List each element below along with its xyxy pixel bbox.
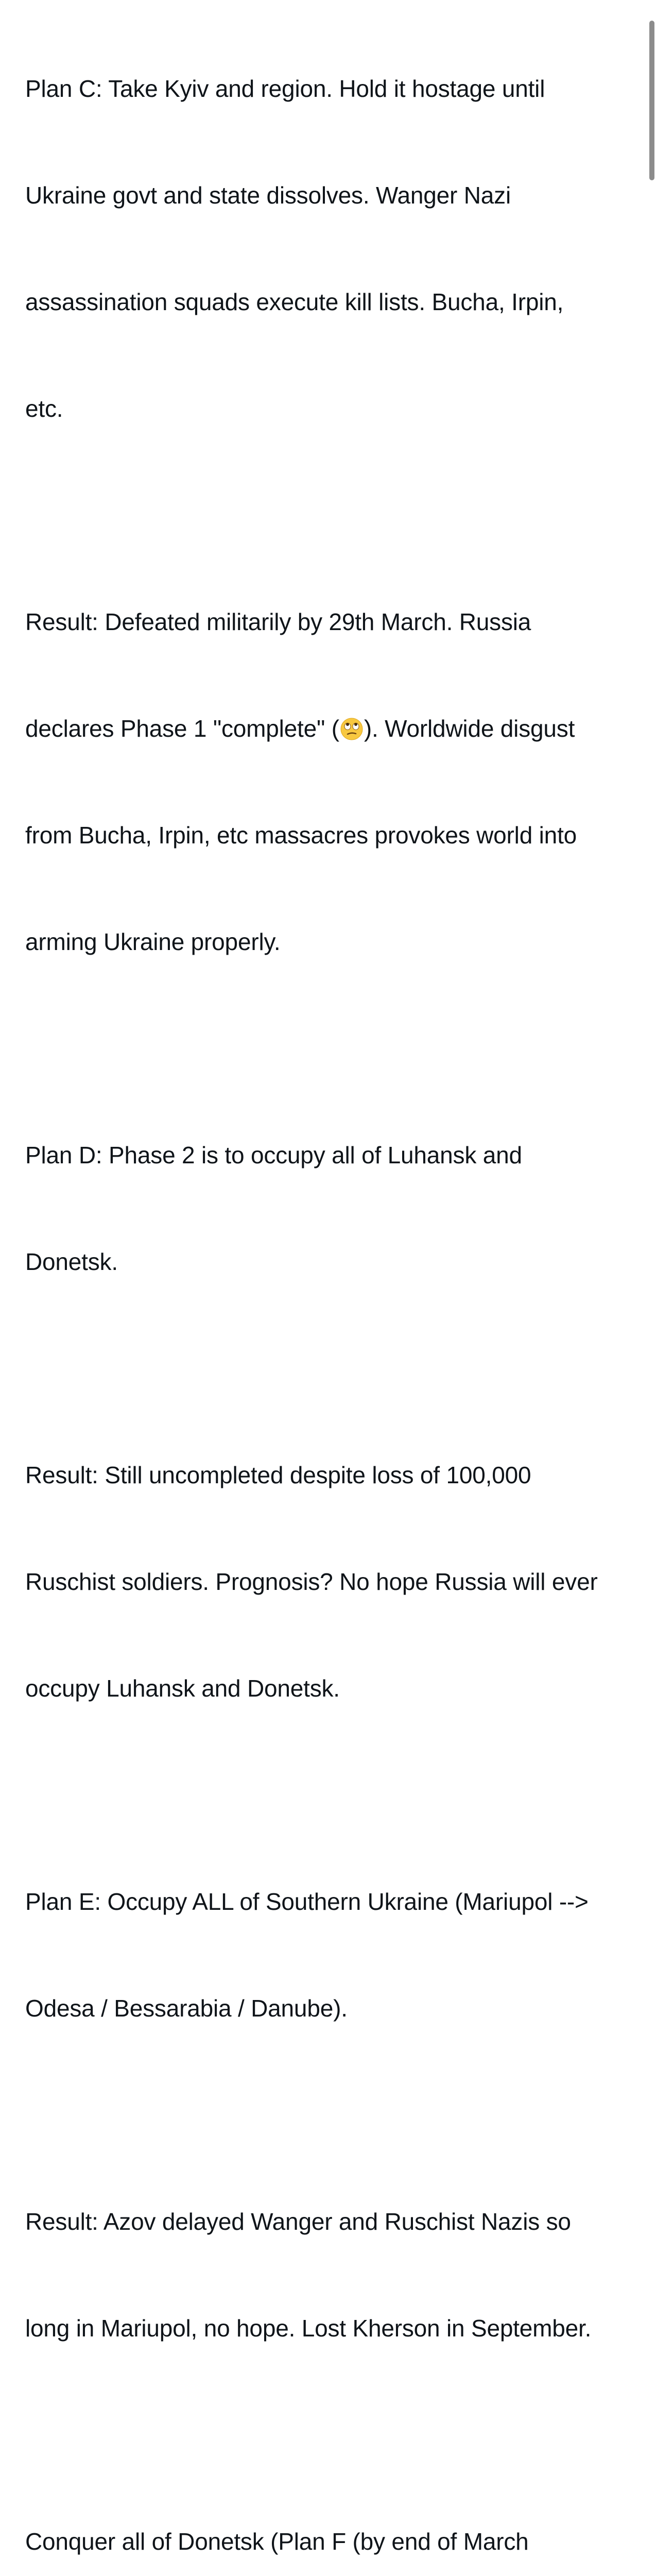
- paragraph-plan-c: [25, 0, 641, 498]
- text-line: long in Mariupol, no hope. Lost Kherson in September.: [25, 2315, 592, 2342]
- paragraph-conquer-donetsk: [25, 2453, 641, 2576]
- text-line: Plan C: Take Kyiv and region. Hold it hostage until: [25, 75, 545, 102]
- scrollbar[interactable]: [646, 0, 656, 1146]
- text-line: arming Ukraine properly.: [25, 928, 281, 955]
- scrollbar-thumb[interactable]: [649, 21, 654, 180]
- post-text: [25, 0, 641, 2576]
- text-line: etc.: [25, 395, 63, 422]
- text-segment: declares Phase 1 "complete" (: [25, 715, 339, 742]
- text-line: Result: Still uncompleted despite loss of 100,000: [25, 1462, 531, 1488]
- text-line: assassination squads execute kill lists. Bucha, Irpin,: [25, 289, 564, 315]
- text-line: Odesa / Bessarabia / Danube).: [25, 1995, 348, 2022]
- text-line-with-emoji: [25, 711, 641, 747]
- text-line: from Bucha, Irpin, etc massacres provokes world into: [25, 822, 577, 849]
- text-line: occupy Luhansk and Donetsk.: [25, 1675, 340, 1702]
- paragraph-plan-e: [25, 1813, 641, 2097]
- paragraph-plan-d: [25, 1066, 641, 1351]
- text-line: Plan E: Occupy ALL of Southern Ukraine (Mariupol -->: [25, 1888, 589, 1915]
- text-line: Conquer all of Donetsk (Plan F (by end of March: [25, 2528, 529, 2555]
- face-with-rolling-eyes-icon: [340, 717, 364, 741]
- text-line: Result: Azov delayed Wanger and Ruschist Nazis so: [25, 2208, 571, 2235]
- text-segment: ). Worldwide disgust: [364, 715, 575, 742]
- text-line: Ruschist soldiers. Prognosis? No hope Russia will ever: [25, 1568, 598, 1595]
- paragraph-result-c: [25, 533, 641, 1031]
- text-line: Plan D: Phase 2 is to occupy all of Luhansk and: [25, 1142, 522, 1168]
- text-line: Donetsk.: [25, 1248, 118, 1275]
- text-line: Result: Defeated militarily by 29th March. Russia: [25, 608, 531, 635]
- text-line: Ukraine govt and state dissolves. Wanger Nazi: [25, 182, 511, 209]
- paragraph-result-d: [25, 1386, 641, 1777]
- paragraph-result-e: [25, 2133, 641, 2417]
